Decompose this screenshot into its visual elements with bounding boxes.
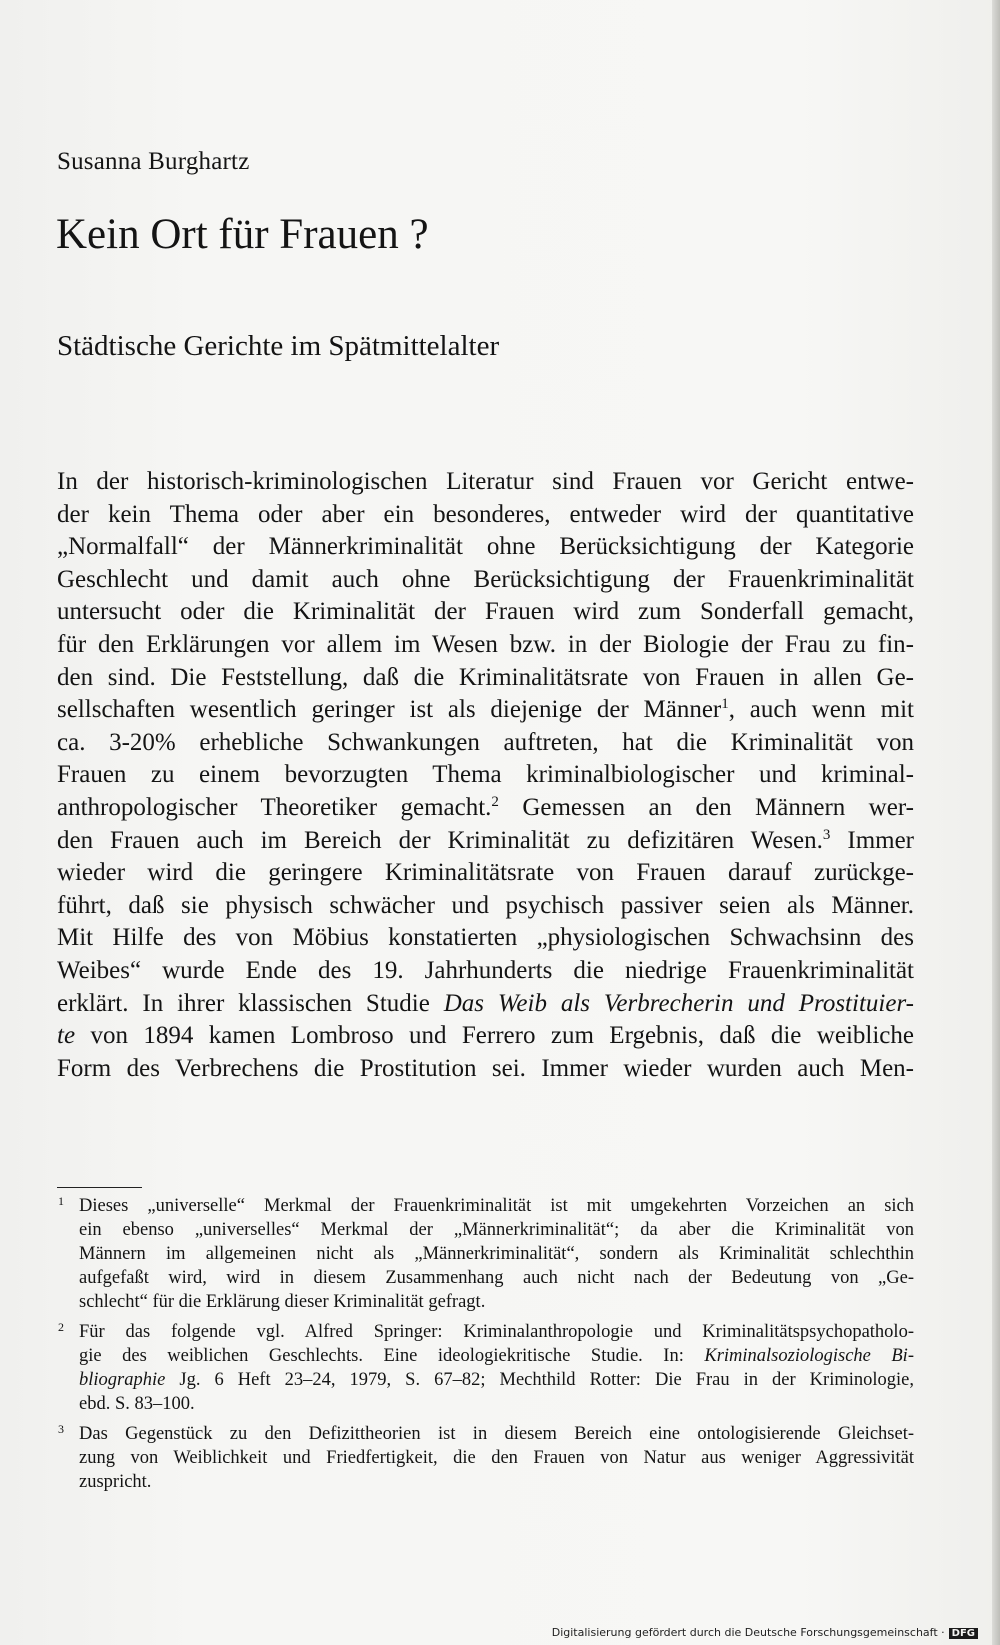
body-line-text: sellschaften wesentlich geringer ist als diejenige der Männer [57, 696, 722, 724]
article-subtitle: Städtische Gerichte im Spätmittelalter [57, 330, 500, 362]
footnote-line: zung von Weiblichkeit und Friedfertigkeit, die den Frauen von Natur aus weniger Aggressivität [79, 1448, 914, 1468]
article-title: Kein Ort für Frauen ? [56, 211, 429, 258]
footnote-ref[interactable]: 3 [822, 826, 831, 843]
footnote-line: zuspricht. [79, 1472, 152, 1492]
digitization-imprint [552, 1626, 978, 1639]
body-line: untersucht oder die Kriminalität der Frauen wird zum Sonderfall gemacht, [57, 598, 914, 626]
footnote [57, 1194, 914, 1314]
body-line-text: Immer [830, 826, 915, 854]
body-line: Geschlecht und damit auch ohne Berücksichtigung der Frauenkriminalität [57, 565, 914, 593]
body-line: Form des Verbrechens die Prostitution sei. Immer wieder wurden auch Men- [57, 1054, 914, 1082]
footnote-line-text: Jg. 6 Heft 23–24, 1979, S. 67–82; Mechthild Rotter: Die Frau in der Kriminologie, [165, 1370, 914, 1390]
body-line: den sind. Die Feststellung, daß die Kriminalitätsrate von Frauen in allen Ge- [57, 663, 914, 691]
imprint-text: Digitalisierung gefördert durch die Deutsche Forschungsgemeinschaft · [551, 1626, 945, 1639]
body-line: wieder wird die geringere Kriminalitätsrate von Frauen darauf zurückge- [57, 859, 914, 887]
footnote-line: ein ebenso „universelles“ Merkmal der „Männerkriminalität“; da aber die Kriminalität von [79, 1220, 914, 1240]
footnote-line: Für das folgende vgl. Alfred Springer: Kriminalanthropologie und Kriminalitätspsychopatholo- [79, 1322, 914, 1342]
body-line [57, 792, 914, 825]
page-edge-shadow [992, 0, 1000, 1645]
body-line-text: den Frauen auch im Bereich der Kriminalität zu defizitären Wesen. [57, 826, 823, 854]
footnote-line: Dieses „universelle“ Merkmal der Frauenkriminalität ist mit umgekehrten Vorzeichen an sich [79, 1196, 914, 1216]
body-line: führt, daß sie physisch schwächer und psychisch passiver seien als Männer. [57, 891, 914, 919]
footnotes [57, 1194, 914, 1500]
body-line-text: von 1894 kamen Lombroso und Ferrero zum Ergebnis, daß die weibliche [75, 1022, 914, 1050]
body-line: für den Erklärungen vor allem im Wesen bzw. in der Biologie der Frau zu fin- [57, 630, 914, 658]
body-line-text: anthropologischer Theoretiker gemacht. [57, 793, 492, 821]
book-title-italic: Das Weib als Verbrecherin und Prostituier- [429, 989, 914, 1017]
body-line: Weibes“ wurde Ende des 19. Jahrhunderts die niedrige Frauenkriminalität [57, 956, 914, 984]
body-line [57, 1020, 914, 1053]
footnote-line [79, 1368, 914, 1392]
body-line-text: erklärt. In ihrer klassischen Studie [57, 989, 430, 1017]
body-line [57, 694, 914, 727]
journal-title-italic: bliographie [79, 1370, 166, 1390]
footnote-line: Das Gegenstück zu den Defizittheorien ist in diesem Bereich eine ontologisierende Gleichset- [79, 1424, 914, 1444]
footnote [57, 1320, 914, 1416]
body-line: Frauen zu einem bevorzugten Thema kriminalbiologischer und kriminal- [57, 761, 914, 789]
footnote-number: 3 [58, 1422, 64, 1436]
body-line: ca. 3-20% erhebliche Schwankungen auftreten, hat die Kriminalität von [57, 728, 914, 756]
body-line [57, 825, 914, 858]
body-line: „Normalfall“ der Männerkriminalität ohne Berücksichtigung der Kategorie [57, 533, 914, 561]
footnote-ref[interactable]: 1 [721, 696, 729, 713]
footnote-line-text: gie des weiblichen Geschlechts. Eine ideologiekritische Studie. In: [79, 1346, 684, 1366]
footnote-line: Männern im allgemeinen nicht als „Männerkriminalität“, sondern als Kriminalität schlechthin [79, 1244, 914, 1264]
footnote-separator [57, 1187, 142, 1188]
dfg-logo-icon: DFG [949, 1628, 978, 1639]
body-line: Mit Hilfe des von Möbius konstatierten „physiologischen Schwachsinn des [57, 924, 914, 952]
author-name: Susanna Burghartz [57, 148, 250, 175]
footnote-line: ebd. S. 83–100. [79, 1394, 195, 1414]
body-line [57, 988, 914, 1021]
footnote-ref[interactable]: 2 [491, 793, 499, 810]
footnote-number: 1 [58, 1194, 64, 1208]
body-line: der kein Thema oder aber ein besonderes, entweder wird der quantitative [57, 500, 914, 528]
footnote-line: aufgefaßt wird, wird in diesem Zusammenhang auch nicht nach der Bedeutung von „Ge- [79, 1268, 914, 1288]
body-line-text: , auch wenn mit [728, 696, 914, 724]
footnote-line [79, 1344, 914, 1368]
body-line: In der historisch-kriminologischen Literatur sind Frauen vor Gericht entwe- [57, 468, 914, 495]
book-title-italic: te [57, 1022, 76, 1050]
body-paragraph [57, 466, 914, 1085]
footnote-line: schlecht“ für die Erklärung dieser Kriminalität gefragt. [79, 1292, 486, 1312]
footnote-number: 2 [58, 1320, 64, 1334]
journal-title-italic: Kriminalsoziologische Bi- [683, 1346, 914, 1366]
footnote [57, 1422, 914, 1494]
body-line-text: Gemessen an den Männern wer- [498, 793, 914, 821]
